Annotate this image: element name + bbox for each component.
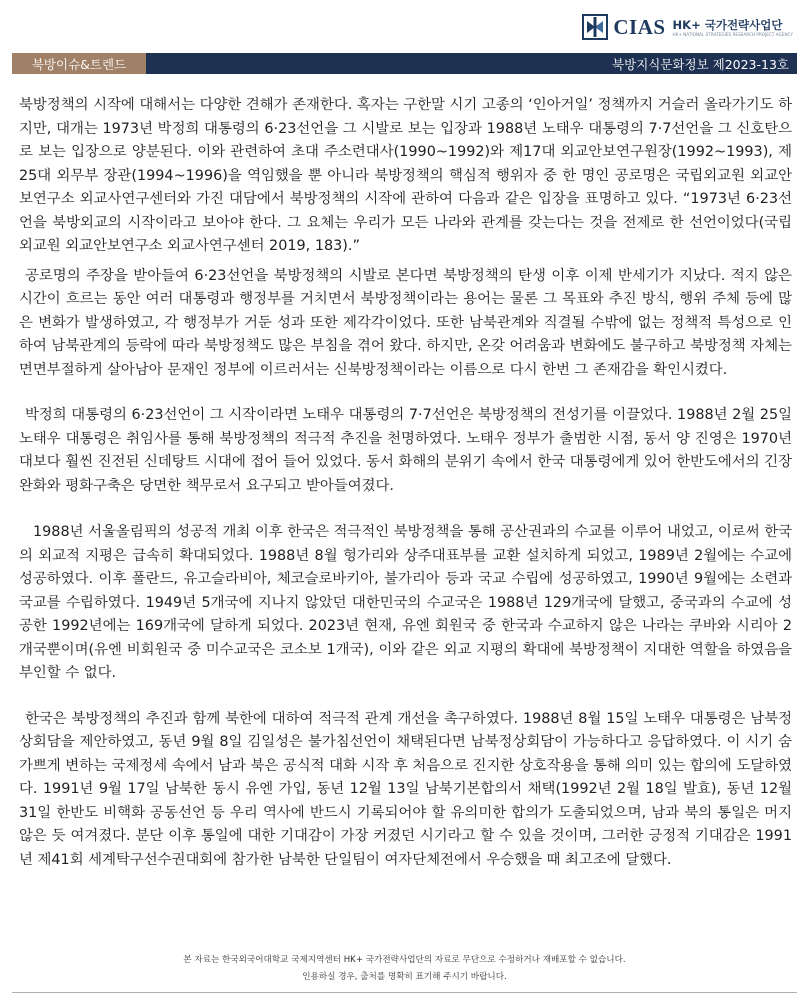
logo-wordmark: CIAS xyxy=(613,15,666,39)
paragraph-4: 1988년 서울올림픽의 성공적 개최 이후 한국은 적극적인 북방정책을 통해 공산권과의 수교를 이루어 내었고, 이로써 한국의 외교적 지평은 급속히 확대되었다. 1988년 8월 헝가리와 상주대표부를 교환 설치하게 되었고, 1989년 2월에는 수교에 성공하였다. 이후 폴란드, 유고슬라비아, 체코슬로바키아, 불가리아 등과 국교 수립에 성공하였고, 1990년 9월에는 소련과 국교를 수립하였다. 1949년 5개국에 지나지 않았던 대한민국의 수교국은 1988년 129개국에 달했고, 중국과의 수교에 성공한 1992년에는 169개국에 달하게 되었다. 2023년 현재, 유엔 회원국 중 한국과 수교하지 않은 나라는 쿠바와 시리아 2개국뿐이며(유엔 비회원국 중 미수교국은 코소보 1개국), 이와 같은 외교 지평의 확대에 북방정책이 지대한 역할을 하였음을 부인할 수 없다. xyxy=(19,524,792,681)
paragraph-5: 한국은 북방정책의 추진과 함께 북한에 대하여 적극적 관계 개선을 촉구하였다. 1988년 8월 15일 노태우 대통령은 남북정상회담을 제안하였고, 동년 9월 8일 김일성은 불가침선언이 채택된다면 남북정상회담이 가능하다고 응답하였다. 이 시기 숨 가쁘게 변하는 국제정세 속에서 남과 북은 공식적 대화 시작 후 처음으로 진지한 상호작용을 통해 의미 있는 합의에 도달하였다. 1991년 9월 17일 남북한 동시 유엔 가입, 동년 12월 13일 남북기본합의서 채택(1992년 2월 18일 발효), 동년 12월 31일 한반도 비핵화 공동선언 등 우리 역사에 반드시 기록되어야 할 유의미한 합의가 도출되었으며, 남과 북의 통일은 머지않은 듯 여겨졌다. 분단 이후 통일에 대한 기대감이 가장 커졌던 시기라고 할 수 있을 것이며, 그러한 긍정적 기대감은 1991년 제41회 세계탁구선수권대회에 참가한 남북한 단일팀이 여자단체전에서 우승했을 때 최고조에 달했다. xyxy=(19,710,792,868)
issue-label: 북방지식문화정보 제2023-13호 xyxy=(612,56,789,72)
cias-logo xyxy=(581,12,793,42)
logo-text-block xyxy=(673,18,793,37)
logo-subtitle: HK+ NATIONAL STRATEGIES RESEARCH PROJECT AGENCY xyxy=(672,31,793,37)
paragraph-3: 박정희 대통령의 6·23선언이 그 시작이라면 노태우 대통령의 7·7선언은 북방정책의 전성기를 이끌었다. 1988년 2월 25일 노태우 대통령은 취임사를 통해 북방정책의 적극적 추진을 천명하였다. 노태우 정부가 출범한 시점, 동서 양 진영은 1970년대보다 훨씬 진전된 신데탕트 시대에 접어 들어 있었다. 동서 화해의 분위기 속에서 한국 대통령에게 있어 한반도에서의 긴장 완화와 평화구축은 당면한 책무로서 요구되고 받아들여졌다. xyxy=(19,407,792,494)
cias-emblem-icon xyxy=(581,13,609,41)
logo-title: HK+ 국가전략사업단 xyxy=(672,17,783,32)
paragraph-1: 북방정책의 시작에 대해서는 다양한 견해가 존재한다. 혹자는 구한말 시기 고종의 ‘인아거일’ 정책까지 거슬러 올라가기도 하지만, 대개는 1973년 박정희 대통령의 6·23선언을 그 시발로 보는 입장과 1988년 노태우 대통령의 7·7선언을 그 신호탄으로 보는 입장으로 양분된다. 이와 관련하여 초대 주소련대사(1990~1992)와 제17대 외교안보연구원장(1992~1993), 제25대 외무부 장관(1994~1996)을 역임했을 뿐 아니라 북방정책의 핵심적 행위자 중 한 명인 공로명은 국립외교원 외교안보연구소 외교사연구센터와 가진 대담에서 북방정책의 시작에 관하여 다음과 같은 입장을 표명하고 있다. “1973년 6·23선언을 북방외교의 시작이라고 보아야 한다. 그 요체는 우리가 모든 나라와 관계를 갖는다는 것을 전제로 한 선언이었다(국립외교원 외교안보연구소 외교사연구센터 2019, 183).” xyxy=(19,97,792,254)
category-label: 북방이슈&트렌드 xyxy=(12,53,146,74)
paragraph-2: 공로명의 주장을 받아들여 6·23선언을 북방정책의 시발로 본다면 북방정책의 탄생 이후 이제 반세기가 지났다. 적지 않은 시간이 흐르는 동안 여러 대통령과 행정부를 거치면서 북방정책이라는 용어는 물론 그 목표와 추진 방식, 행위 주체 등에 많은 변화가 발생하였고, 각 행정부가 거둔 성과 또한 제각각이었다. 또한 남북관계와 직결될 수밖에 없는 정책적 특성으로 인하여 남북관계의 등락에 따라 북방정책도 많은 부침을 겪어 왔다. 하지만, 온갖 어려움과 변화에도 불구하고 북방정책 자체는 면면부절하게 살아남아 문재인 정부에 이르러서는 신북방정책이라는 이름으로 다시 한번 그 존재감을 확인시켰다. xyxy=(19,267,792,378)
article-body xyxy=(19,94,792,872)
copyright-notice xyxy=(0,952,809,986)
footer-line-2: 인용하실 경우, 출처를 명확히 표기해 주시기 바랍니다. xyxy=(302,972,507,982)
bottom-divider xyxy=(12,992,797,993)
footer-line-1: 본 자료는 한국외국어대학교 국제지역센터 HK+ 국가전략사업단의 자료로 무단으로 수정하거나 재배포할 수 없습니다. xyxy=(183,955,626,965)
section-banner xyxy=(12,53,797,74)
